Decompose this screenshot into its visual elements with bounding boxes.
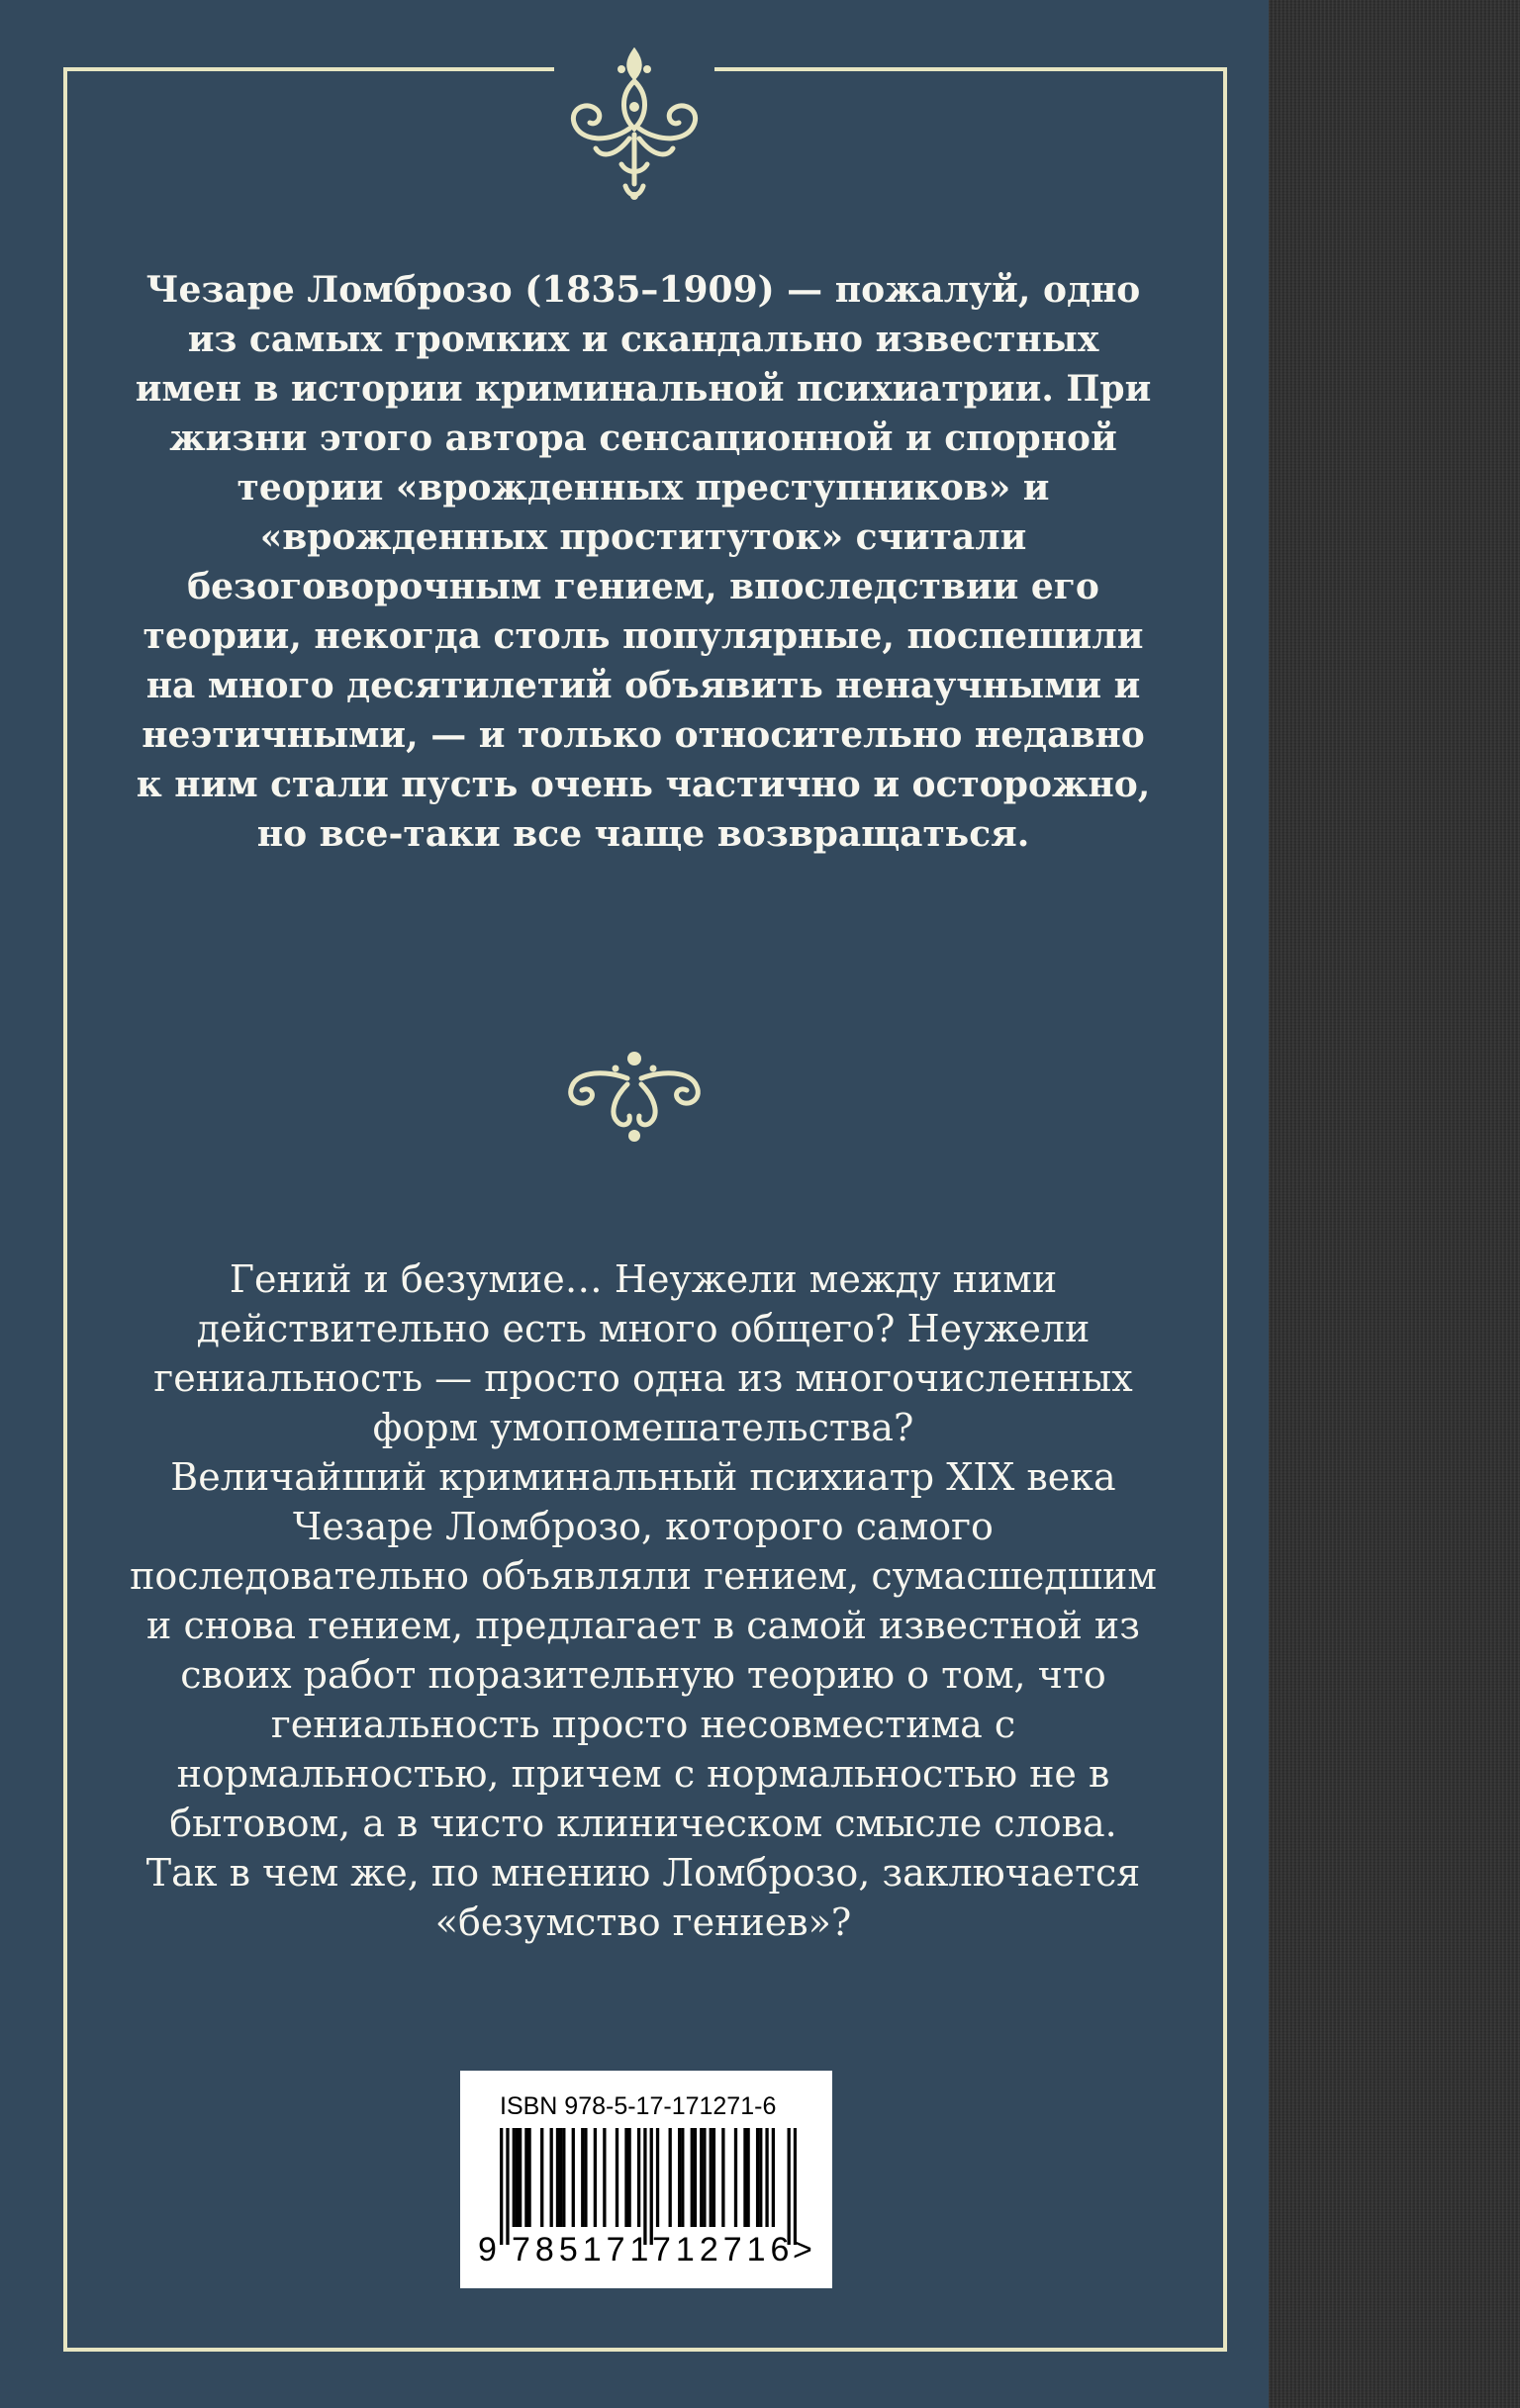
barcode-bar bbox=[556, 2128, 559, 2227]
barcode-bar bbox=[743, 2128, 746, 2227]
barcode-guard-bar bbox=[643, 2128, 646, 2245]
barcode-bar bbox=[759, 2128, 762, 2227]
isbn-label: ISBN 978-5-17-171271-6 bbox=[500, 2092, 777, 2120]
barcode-bar bbox=[712, 2128, 715, 2227]
barcode-bar bbox=[721, 2128, 724, 2227]
barcode-bar bbox=[559, 2128, 562, 2227]
barcode-bar bbox=[562, 2128, 565, 2227]
book-spine bbox=[1269, 0, 1520, 2408]
barcode-bar bbox=[527, 2128, 530, 2227]
top-ornament bbox=[0, 40, 1269, 208]
barcode-bar bbox=[519, 2128, 522, 2227]
barcode-bar bbox=[516, 2128, 519, 2227]
barcode-bar bbox=[756, 2128, 759, 2227]
barcode-bar bbox=[603, 2128, 606, 2227]
scroll-flourish-ornament-icon bbox=[564, 1049, 705, 1148]
barcode-bar bbox=[524, 2128, 527, 2227]
barcode-bar bbox=[584, 2128, 587, 2227]
barcode-bar bbox=[656, 2128, 659, 2227]
barcode-bar bbox=[700, 2128, 703, 2227]
barcode-left-digits: 785171 bbox=[512, 2231, 654, 2269]
barcode-bar bbox=[681, 2128, 684, 2227]
barcode-bar bbox=[572, 2128, 575, 2227]
description-text bbox=[129, 1254, 1158, 1947]
barcode-first-digit: 9 bbox=[478, 2231, 497, 2269]
barcode-bar bbox=[581, 2128, 584, 2227]
barcode-bar bbox=[678, 2128, 681, 2227]
barcode-bar bbox=[734, 2128, 737, 2227]
barcode-bar bbox=[627, 2128, 630, 2227]
barcode-arrow: > bbox=[793, 2231, 812, 2269]
barcode-bar bbox=[550, 2128, 553, 2227]
barcode-bar bbox=[772, 2128, 775, 2227]
barcode-guard-bar bbox=[506, 2128, 509, 2245]
barcode-bar bbox=[669, 2128, 672, 2227]
barcode-bar bbox=[540, 2128, 543, 2227]
barcode-bar bbox=[703, 2128, 706, 2227]
annotation-text: Чезаре Ломброзо (1835–1909) — пожалуй, одно из самых громких и скандально известных имен в истории криминальной психиатрии. При жизни этого автора сенсационной и спорной теории «врожденных преступников» и «врожденных проституток» считали безоговорочным гением, впоследствии его теории, некогда столь популярные, поспешили на много десятилетий объявить ненаучными и неэтичными, — и только относительно недавно к ним стали пусть очень частично и осторожно, но все-таки все чаще возвращаться. bbox=[135, 269, 1152, 855]
description-paragraph: Величайший криминальный психиатр XIX века Чезаре Ломброзо, которого самого последовательно объявляли гением, сумасшедшим и снова гением, предлагает в самой известной из своих работ поразительную теорию о том, что гениальность просто несовместима с нормальностью, причем с нормальностью не в бытовом, а в чисто клиническом смысле слова. bbox=[130, 1455, 1157, 1845]
barcode-bar bbox=[637, 2128, 640, 2227]
barcode-bar bbox=[765, 2128, 768, 2227]
fleur-de-lis-ornament-icon bbox=[560, 47, 709, 206]
barcode-bar bbox=[694, 2128, 697, 2227]
isbn-barcode bbox=[460, 2071, 832, 2288]
barcode-guard-bar bbox=[788, 2128, 791, 2245]
barcode-guard-bar bbox=[500, 2128, 503, 2245]
barcode-bar bbox=[746, 2128, 749, 2227]
middle-ornament bbox=[0, 1049, 1269, 1158]
barcode-bar bbox=[624, 2128, 627, 2227]
barcode-bar bbox=[513, 2128, 516, 2227]
description-paragraph: Так в чем же, по мнению Ломброзо, заключается «безумство гениев»? bbox=[145, 1851, 1141, 1944]
barcode-bars bbox=[500, 2128, 797, 2245]
barcode-bar bbox=[691, 2128, 694, 2227]
barcode-bar bbox=[616, 2128, 618, 2227]
description-paragraph: Гений и безумие… Неужели между ними действительно есть много общего? Неужели гениальность — просто одна из многочисленных форм умопомешательства? bbox=[153, 1257, 1133, 1449]
barcode-bar bbox=[594, 2128, 597, 2227]
barcode-guard-bar bbox=[650, 2128, 653, 2245]
barcode-right-digits: 712716 bbox=[652, 2231, 795, 2269]
barcode-bar bbox=[710, 2128, 712, 2227]
barcode-guard-bar bbox=[794, 2128, 797, 2245]
